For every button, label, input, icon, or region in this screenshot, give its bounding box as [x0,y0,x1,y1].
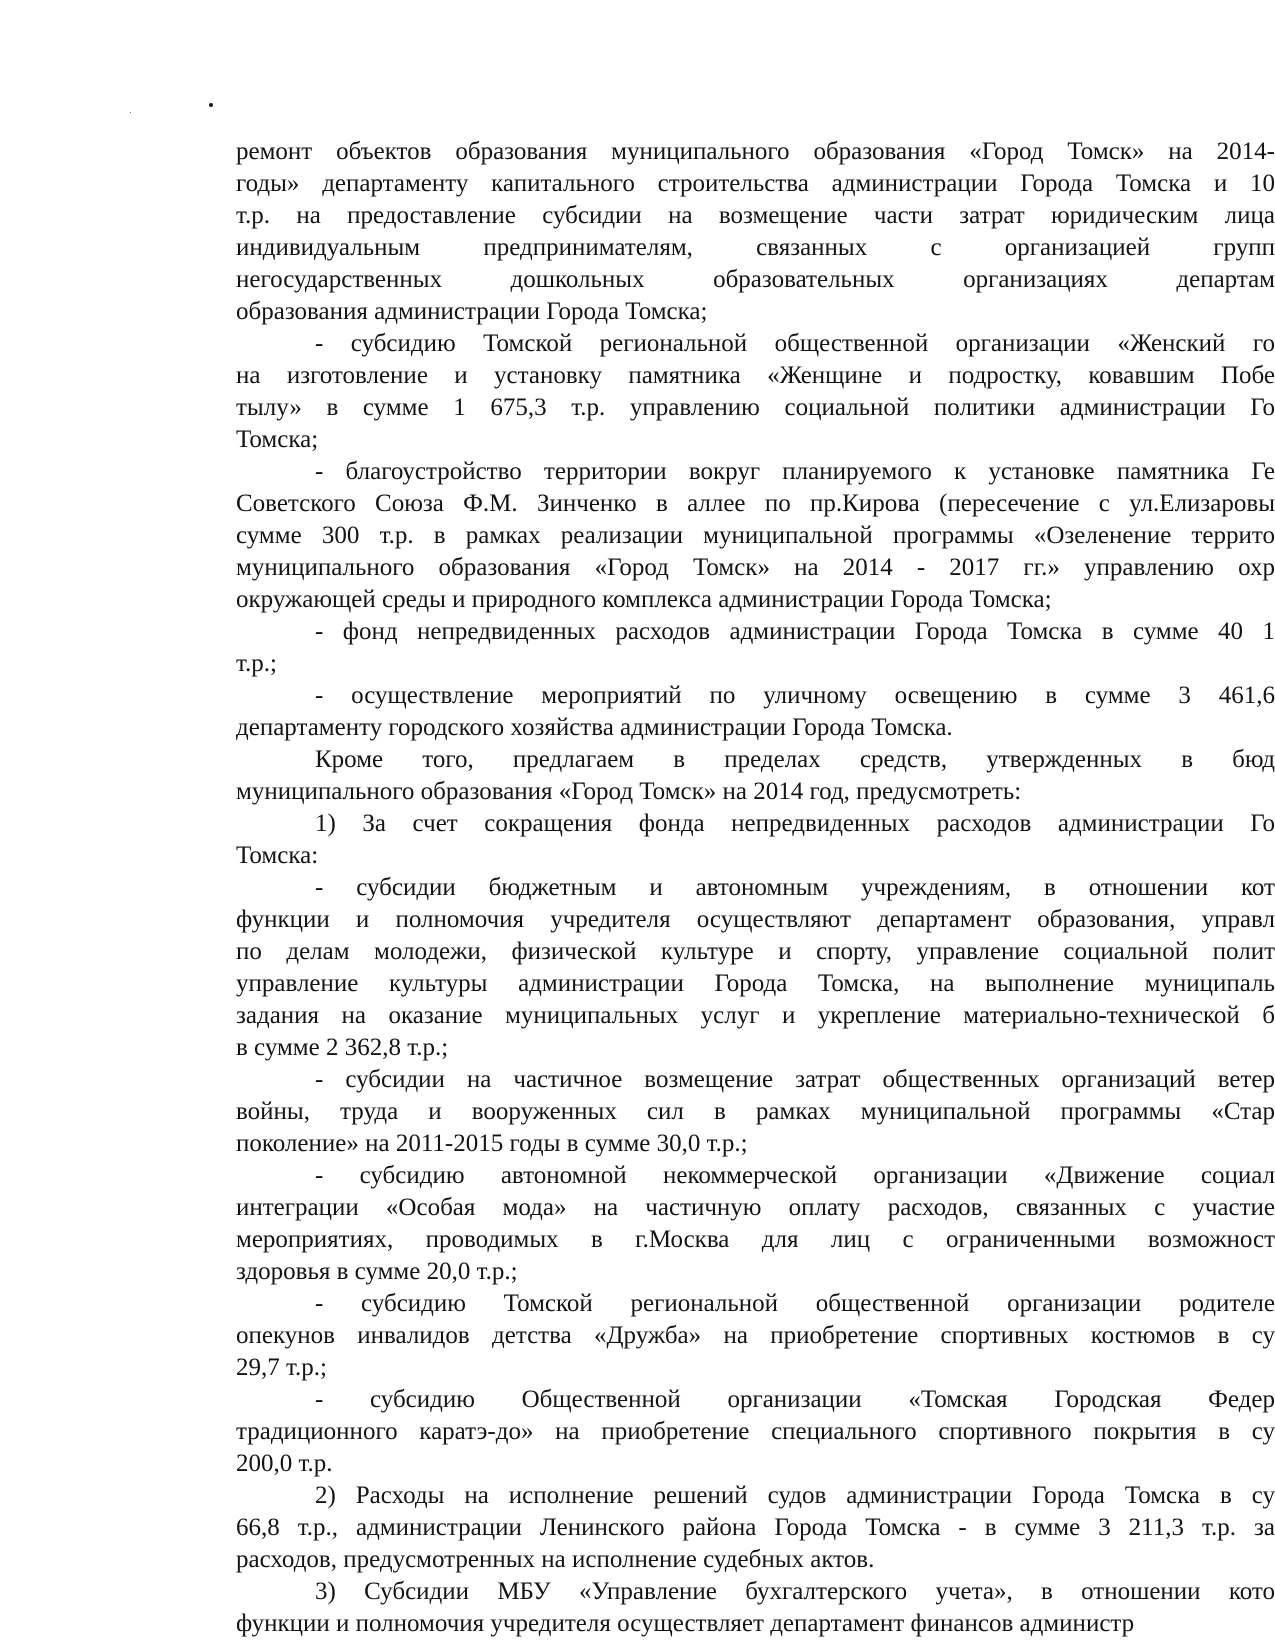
text-line: 66,8 т.р., администрации Ленинского района Города Томска - в сумме 3 211,3 т.р. за [236,1514,1275,1541]
text-line: задания на оказание муниципальных услуг и укрепление материально-технической б [236,1002,1275,1029]
text-line: мероприятиях, проводимых в г.Москва для лиц с ограниченными возможност [236,1226,1275,1253]
text-line: Томска: [236,842,319,869]
text-line: годы» департаменту капитального строительства администрации Города Томска и 10 [236,170,1275,197]
text-line: традиционного каратэ-до» на приобретение специального спортивного покрытия в су [236,1418,1275,1445]
text-line: 3) Субсидии МБУ «Управление бухгалтерского учета», в отношении кото [315,1578,1275,1605]
text-line: т.р.; [236,650,277,677]
text-line: Кроме того, предлагаем в пределах средств, утвержденных в бюд [315,746,1275,773]
text-line: - благоустройство территории вокруг планируемого к установке памятника Ге [315,458,1275,485]
text-line: поколение» на 2011-2015 годы в сумме 30,0 т.р.; [236,1130,748,1157]
text-line: сумме 300 т.р. в рамках реализации муниципальной программы «Озеленение террито [236,522,1275,549]
text-line: образования администрации Города Томска; [236,298,708,325]
text-line: 200,0 т.р. [236,1450,333,1477]
text-line: на изготовление и установку памятника «Женщине и подростку, ковавшим Побе [236,362,1275,389]
text-line: ремонт объектов образования муниципального образования «Город Томск» на 2014- [236,138,1275,165]
text-line: - фонд непредвиденных расходов администрации Города Томска в сумме 40 1 [315,618,1275,645]
text-line: муниципального образования «Город Томск» на 2014 - 2017 гг.» управлению охр [236,554,1275,581]
text-line: управление культуры администрации Города Томска, на выполнение муниципаль [236,970,1275,997]
text-line: Томска; [236,426,319,453]
scan-dust [130,112,131,113]
text-line: войны, труда и вооруженных сил в рамках муниципальной программы «Стар [236,1098,1275,1125]
text-line: функции и полномочия учредителя осуществляет департамент финансов администр [236,1610,1135,1637]
text-line: индивидуальным предпринимателям, связанных с организацией групп [236,234,1275,261]
text-line: 2) Расходы на исполнение решений судов администрации Города Томска в су [315,1482,1275,1509]
text-line: по делам молодежи, физической культуре и спорту, управление социальной полит [236,938,1275,965]
text-line: опекунов инвалидов детства «Дружба» на приобретение спортивных костюмов в су [236,1322,1275,1349]
text-line: - субсидию Общественной организации «Томская Городская Федер [315,1386,1275,1413]
text-line: здоровья в сумме 20,0 т.р.; [236,1258,518,1285]
text-line: негосударственных дошкольных образовательных организациях департам [236,266,1275,293]
text-line: - субсидии бюджетным и автономным учреждениям, в отношении кот [315,874,1275,901]
text-line: окружающей среды и природного комплекса администрации Города Томска; [236,586,1052,613]
text-line: интеграции «Особая мода» на частичную оплату расходов, связанных с участие [236,1194,1275,1221]
text-line: Советского Союза Ф.М. Зинченко в аллее по пр.Кирова (пересечение с ул.Елизаровы [236,490,1275,517]
text-line: 1) За счет сокращения фонда непредвиденных расходов администрации Го [315,810,1275,837]
text-line: - субсидию Томской региональной общественной организации «Женский го [315,330,1275,357]
text-line: департаменту городского хозяйства администрации Города Томска. [236,714,953,741]
document-body [236,136,1275,1650]
text-line: - субсидию Томской региональной общественной организации родителе [315,1290,1275,1317]
text-line: тылу» в сумме 1 675,3 т.р. управлению социальной политики администрации Го [236,394,1275,421]
text-line: в сумме 2 362,8 т.р.; [236,1034,449,1061]
text-line: - субсидию автономной некоммерческой организации «Движение социал [315,1162,1275,1189]
text-line: функции и полномочия учредителя осуществляют департамент образования, управл [236,906,1275,933]
scan-speck [209,103,213,107]
text-line: - субсидии на частичное возмещение затрат общественных организаций ветер [315,1066,1275,1093]
text-line: расходов, предусмотренных на исполнение судебных актов. [236,1546,875,1573]
text-line: 29,7 т.р.; [236,1354,327,1381]
text-line: т.р. на предоставление субсидии на возмещение части затрат юридическим лица [236,202,1275,229]
text-line: - осуществление мероприятий по уличному освещению в сумме 3 461,6 [315,682,1275,709]
text-line: муниципального образования «Город Томск» на 2014 год, предусмотреть: [236,778,1022,805]
